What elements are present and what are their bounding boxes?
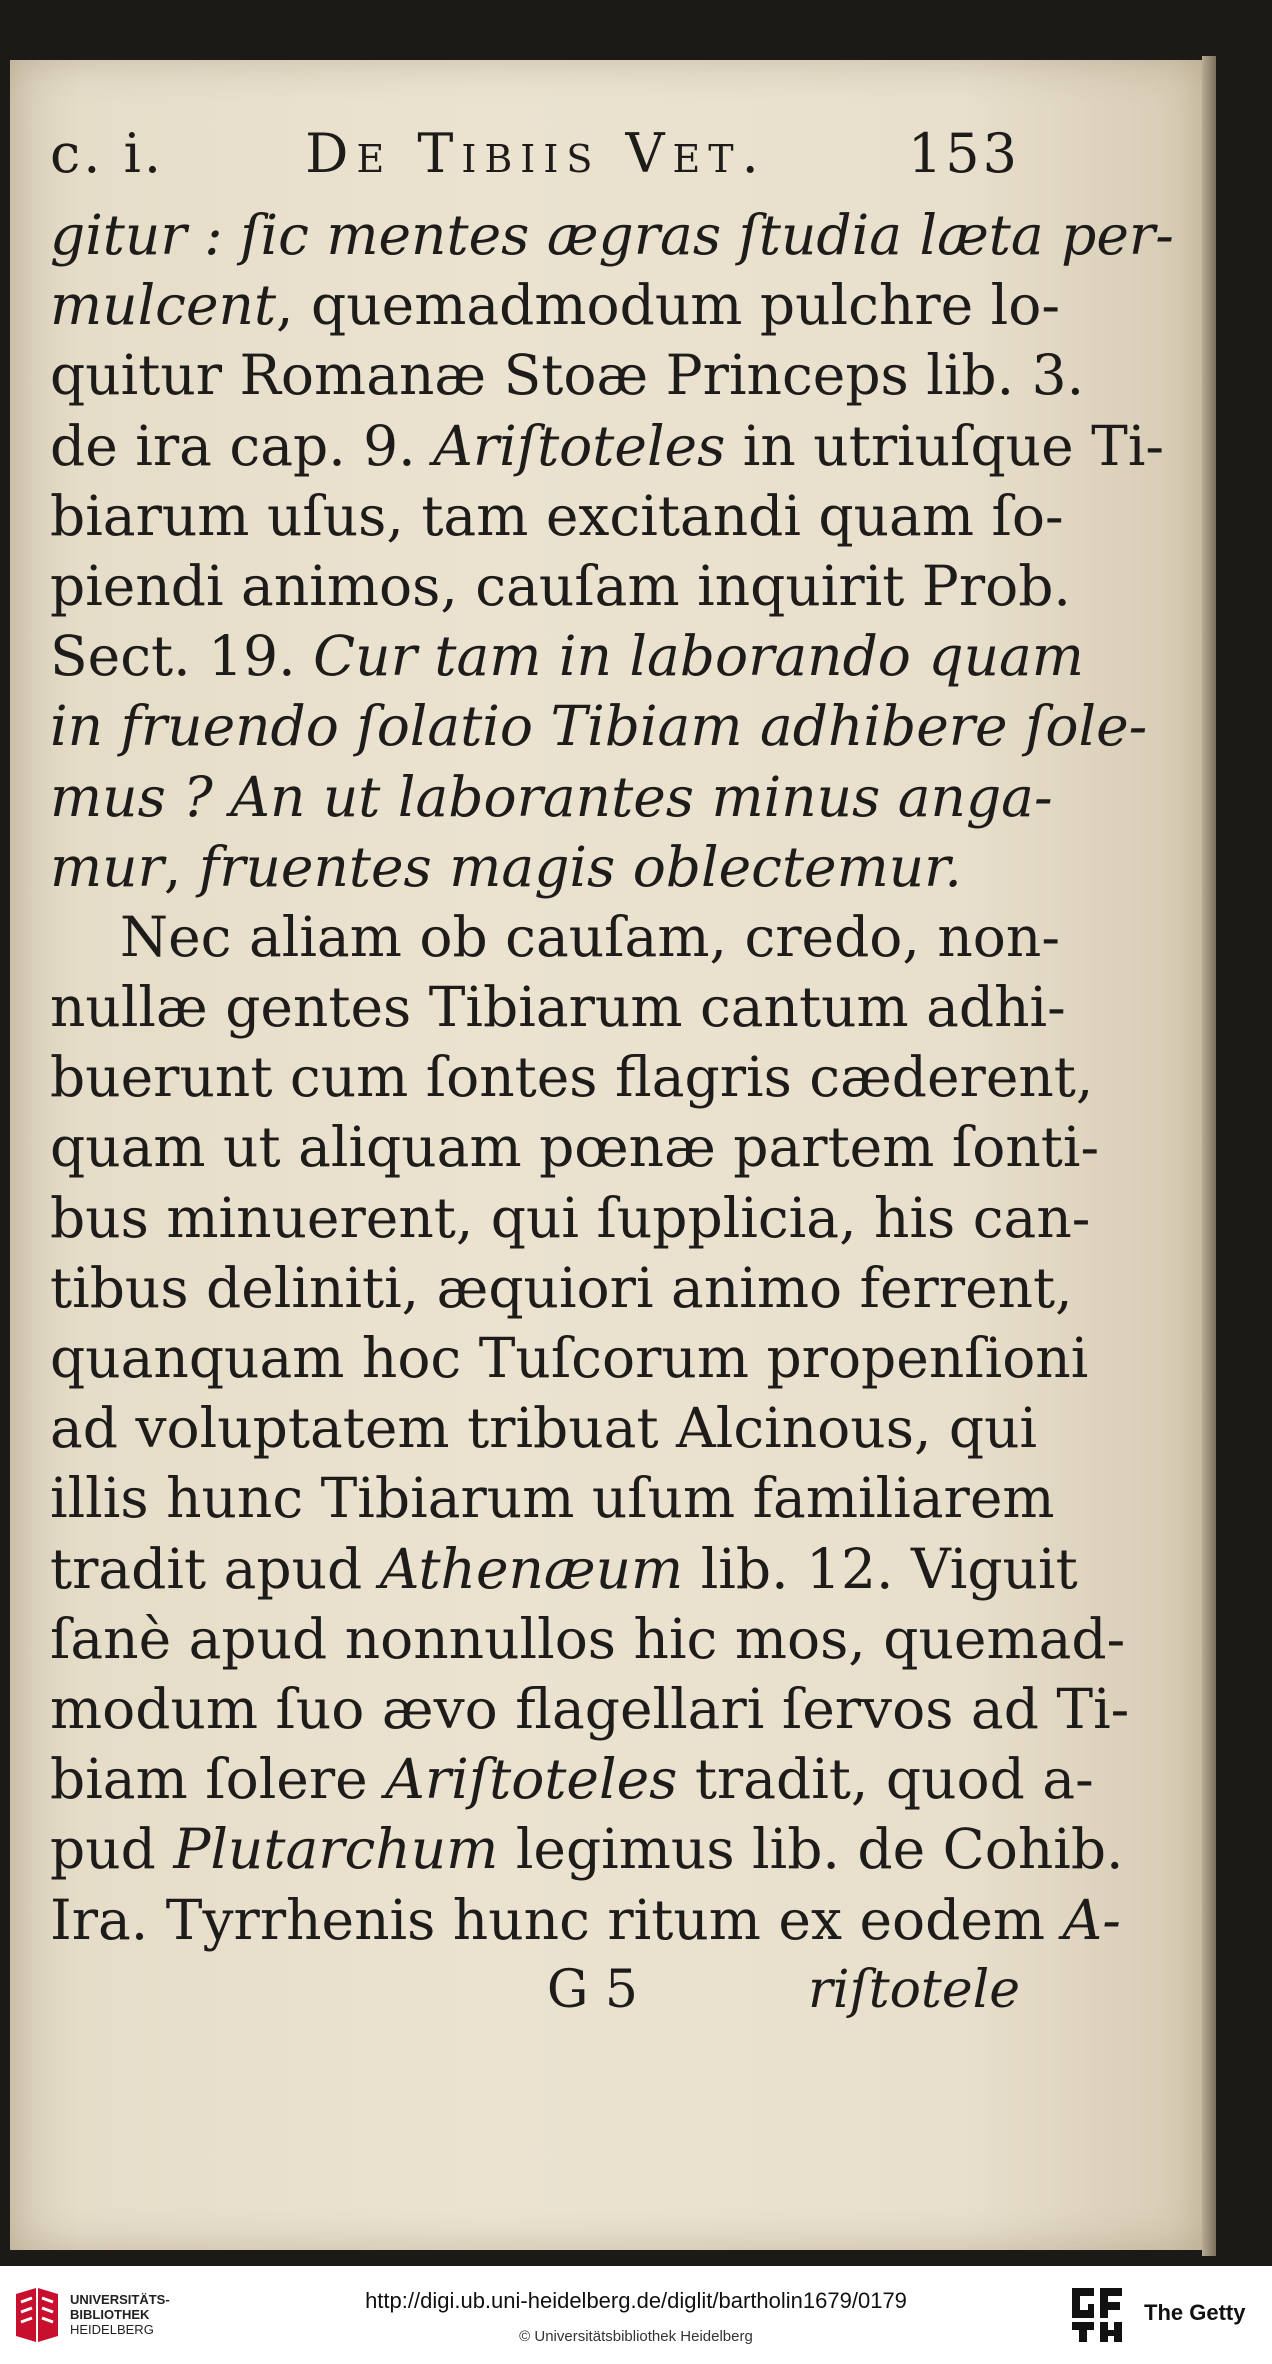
- text-segment: biarum uſus, tam excitandi quam ſo-: [50, 483, 1064, 548]
- catchword: riſtotele: [807, 1959, 1020, 2020]
- text-segment: piendi animos, cauſam inquirit Prob.: [50, 553, 1071, 618]
- text-line: [50, 411, 1164, 481]
- text-segment: ſanè apud nonnullos hic mos, quemad-: [50, 1606, 1126, 1671]
- text-segment: , quemadmodum pulchre lo-: [276, 273, 1060, 338]
- text-segment: Plutarchum: [173, 1817, 499, 1882]
- text-segment: tradit, quod a-: [677, 1747, 1094, 1812]
- text-segment: quanquam hoc Tuſcorum propenſioni: [50, 1326, 1089, 1390]
- text-segment: Sect. 19.: [50, 624, 314, 689]
- text-segment: in fruendo ſolatio Tibiam adhibere ſole-: [50, 694, 1148, 759]
- copyright-notice: © Universitätsbibliothek Heidelberg: [519, 2328, 753, 2345]
- page-edge: [1202, 56, 1216, 2256]
- text-line: [50, 902, 1060, 972]
- text-line: [50, 621, 1084, 691]
- text-segment: lib. 12. Viguit: [683, 1536, 1078, 1601]
- text-line: [50, 972, 1066, 1042]
- library-name-line-2: BIBLIOTHEK: [70, 2307, 150, 2322]
- text-line: [50, 1744, 1094, 1814]
- text-line: [50, 1112, 1100, 1182]
- text-line: [50, 551, 1071, 621]
- text-line: [50, 270, 1060, 340]
- text-line: [50, 762, 1053, 832]
- text-line: [50, 832, 1020, 902]
- text-segment: ad voluptatem tribuat Alcinous, qui: [50, 1396, 1038, 1461]
- text-line: [50, 1183, 1091, 1253]
- text-line: [50, 691, 1148, 761]
- text-segment: quitur Romanæ Stoæ Princeps lib. 3.: [50, 343, 1085, 408]
- text-block: [50, 122, 1174, 2025]
- text-segment: buerunt cum ſontes flagris cæderent,: [50, 1045, 1094, 1110]
- text-line: [50, 1674, 1130, 1744]
- text-segment: de ira cap. 9.: [50, 413, 434, 478]
- text-segment: legimus lib. de Cohib.: [498, 1817, 1124, 1882]
- text-line: [50, 200, 1174, 270]
- text-segment: tibus deliniti, æquiori animo ferrent,: [50, 1255, 1073, 1320]
- text-line: [50, 1814, 1124, 1884]
- library-name-line-3: HEIDELBERG: [70, 2322, 154, 2337]
- text-segment: gitur :: [50, 203, 241, 267]
- text-line: [50, 1042, 1094, 1112]
- text-line: [50, 340, 1085, 410]
- text-segment: Athenæum: [379, 1536, 684, 1601]
- text-line: [50, 1323, 1089, 1393]
- permalink-url[interactable]: http://digi.ub.uni-heidelberg.de/diglit/bartholin1679/0179: [365, 2288, 907, 2313]
- text-line: [50, 1393, 1038, 1463]
- text-segment: A-: [1062, 1887, 1121, 1952]
- text-line: [50, 1463, 1055, 1533]
- footer-bar: [0, 2266, 1272, 2364]
- text-segment: tradit apud: [50, 1536, 380, 1601]
- text-segment: bus minuerent, qui ſupplicia, his can-: [50, 1185, 1091, 1250]
- text-segment: biam ſolere: [50, 1747, 386, 1812]
- text-segment: Ariſtoteles: [385, 1747, 678, 1812]
- text-segment: modum ſuo ævo flagellari ſervos ad Ti-: [50, 1676, 1130, 1741]
- text-line: [50, 1253, 1073, 1323]
- text-segment: mulcent: [50, 273, 277, 338]
- text-segment: Ira. Tyrrhenis hunc ritum ex eodem: [50, 1887, 1063, 1952]
- book-page: [10, 60, 1202, 2250]
- text-line: [50, 1534, 1078, 1604]
- text-segment: Ariſtoteles: [433, 413, 726, 478]
- text-segment: quam ut aliquam pœnæ partem ſonti-: [50, 1115, 1100, 1180]
- text-segment: fruentes magis oblectemur.: [198, 834, 962, 899]
- text-segment: in utriuſque Ti-: [725, 413, 1164, 478]
- text-line: [50, 1885, 1121, 1955]
- text-segment: Cur tam in laborando quam: [313, 624, 1084, 689]
- text-segment: mus ? An ut laborantes minus anga-: [50, 764, 1053, 829]
- text-segment: ſic mentes ægras ſtudia læta per-: [240, 203, 1174, 267]
- text-segment: mur: [50, 834, 164, 899]
- text-segment: pud: [50, 1817, 174, 1882]
- text-segment: Nec aliam ob cauſam, credo, non-: [120, 904, 1060, 969]
- getty-logo-icon: [1068, 2284, 1126, 2344]
- body-text: [50, 200, 1174, 1955]
- text-segment: nullæ gentes Tibiarum cantum adhi-: [50, 975, 1066, 1040]
- library-name-line-1: UNIVERSITÄTS-: [70, 2292, 170, 2307]
- text-segment: ,: [163, 834, 199, 899]
- running-title: De Tibiis Vet.: [305, 122, 767, 185]
- text-segment: illis hunc Tibiarum uſum familiarem: [50, 1466, 1055, 1531]
- signature-mark: G 5: [546, 1959, 638, 2020]
- partner-name: The Getty: [1144, 2300, 1246, 2325]
- text-line: [50, 481, 1064, 551]
- text-line: [50, 1604, 1126, 1674]
- running-head: [50, 122, 1020, 200]
- chapter-ref: c. i.: [50, 122, 165, 185]
- page-number: 153: [907, 122, 1020, 185]
- catchline: [50, 1955, 1020, 2025]
